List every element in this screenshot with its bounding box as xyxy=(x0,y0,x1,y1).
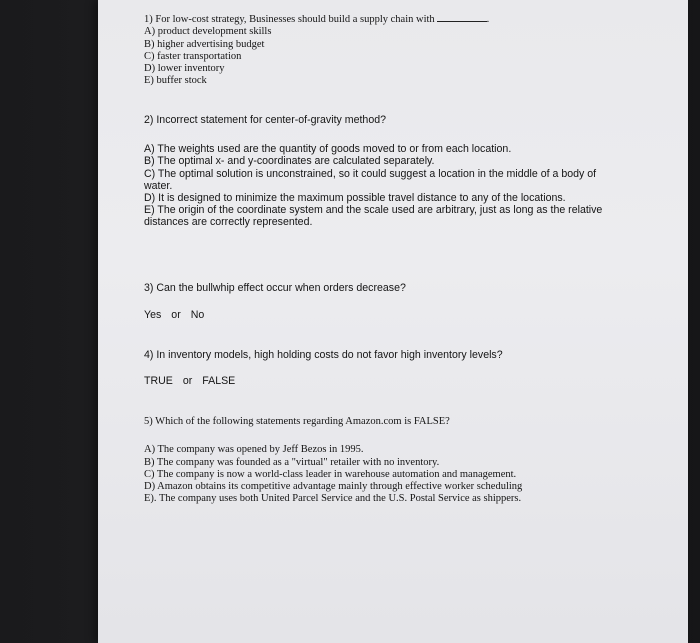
question-5 xyxy=(144,416,664,506)
question-1-stem: 1) For low-cost strategy, Businesses should build a supply chain with . xyxy=(144,14,490,25)
question-1-option-b: B) higher advertising budget xyxy=(144,38,265,50)
question-4-choices xyxy=(144,375,664,387)
question-4-stem: 4) In inventory models, high holding costs do not favor high inventory levels? xyxy=(144,349,503,361)
question-2 xyxy=(144,114,664,229)
answer-blank xyxy=(437,21,487,22)
question-5-option-c: C) The company is now a world-class leader in warehouse automation and management. xyxy=(144,468,517,480)
question-3-stem: 3) Can the bullwhip effect occur when orders decrease? xyxy=(144,282,406,294)
question-1-stem-text: 1) For low-cost strategy, Businesses should build a supply chain with xyxy=(144,14,435,25)
choice-separator: or xyxy=(171,309,181,322)
question-2-option-b: B) The optimal x- and y-coordinates are calculated separately. xyxy=(144,155,435,168)
choice-true: TRUE xyxy=(144,375,173,388)
choice-separator: or xyxy=(182,375,193,388)
question-1-option-e: E) buffer stock xyxy=(144,75,207,87)
question-1-option-c: C) faster transportation xyxy=(144,50,242,62)
question-1-option-d: D) lower inventory xyxy=(144,63,225,75)
question-5-option-d: D) Amazon obtains its competitive advantage mainly through effective worker scheduling xyxy=(144,481,523,493)
question-5-option-e: E). The company uses both United Parcel Service and the U.S. Postal Service as shippers. xyxy=(144,493,522,505)
question-2-option-c: C) The optimal solution is unconstrained, so it could suggest a location in the middle of a body of water. xyxy=(144,167,597,192)
question-1 xyxy=(144,14,664,88)
question-4 xyxy=(144,349,664,387)
printed-page xyxy=(98,0,688,643)
question-1-option-a: A) product development skills xyxy=(144,26,272,38)
choice-no: No xyxy=(190,309,205,322)
question-2-option-e: E) The origin of the coordinate system and the scale used are arbitrary, just as long as the relative distances are correctly represented. xyxy=(144,204,603,229)
question-2-option-a: A) The weights used are the quantity of goods moved to or from each location. xyxy=(144,143,512,156)
choice-false: FALSE xyxy=(202,375,236,388)
question-5-stem: 5) Which of the following statements regarding Amazon.com is FALSE? xyxy=(144,416,450,427)
question-3 xyxy=(144,282,664,321)
question-5-option-b: B) The company was founded as a "virtual" retailer with no inventory. xyxy=(144,456,440,468)
choice-yes: Yes xyxy=(144,309,162,322)
question-5-option-a: A) The company was opened by Jeff Bezos in 1995. xyxy=(144,444,364,456)
question-3-choices xyxy=(144,309,664,321)
question-2-stem: 2) Incorrect statement for center-of-gravity method? xyxy=(144,114,386,126)
question-2-option-d: D) It is designed to minimize the maximum possible travel distance to any of the locations. xyxy=(144,192,566,205)
